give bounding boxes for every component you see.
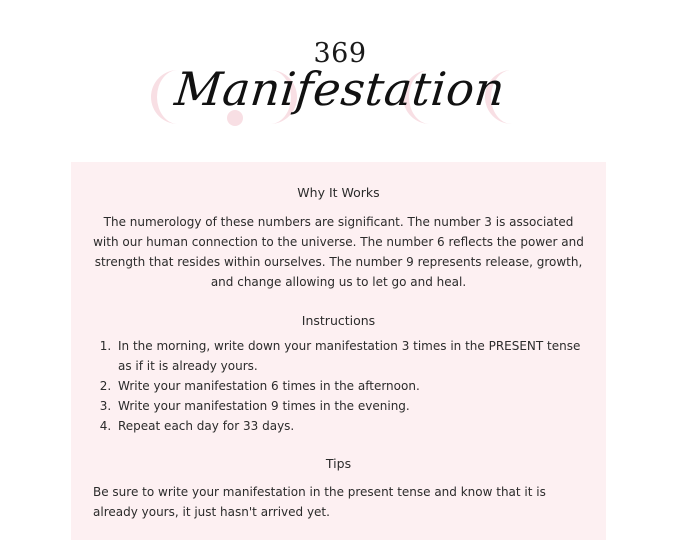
title-script: Manifestation	[172, 62, 508, 116]
title-number: 369	[313, 38, 367, 69]
list-item: 4. Repeat each day for 33 days.	[115, 416, 584, 436]
why-body: The numerology of these numbers are significant. The number 3 is associated with our human connection to the universe. The number 6 reflects the power and strength that resides within ourselves. The number 9 represents release, growth, and change allowing us to let go and heal.	[93, 215, 584, 289]
content-panel	[71, 162, 606, 540]
list-item: 1. In the morning, write down your manifestation 3 times in the PRESENT tense as if it is already yours.	[115, 336, 584, 376]
tips-body: Be sure to write your manifestation in the present tense and know that it is already yours, it just hasn't arrived yet.	[93, 485, 546, 519]
instructions-list	[93, 336, 584, 436]
why-heading: Why It Works	[297, 185, 380, 200]
instructions-heading: Instructions	[301, 313, 376, 328]
tips-heading: Tips	[325, 456, 352, 471]
list-item: 2. Write your manifestation 6 times in the afternoon.	[115, 376, 584, 396]
list-item: 3. Write your manifestation 9 times in the evening.	[115, 396, 584, 416]
header	[0, 0, 680, 160]
